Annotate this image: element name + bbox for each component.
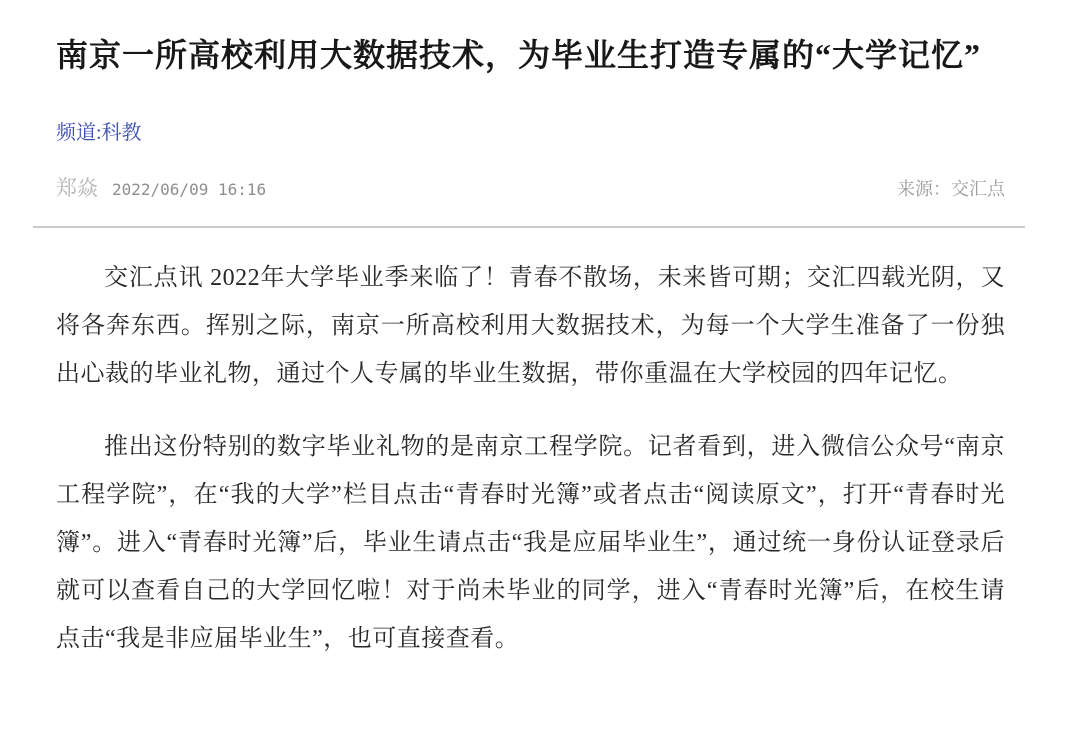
byline-author-date (56, 172, 266, 202)
header-divider (33, 226, 1025, 228)
article-paragraph: 推出这份特别的数字毕业礼物的是南京工程学院。记者看到，进入微信公众号“南京工程学院”，在“我的大学”栏目点击“青春时光簿”或者点击“阅读原文”，打开“青春时光簿”。进入“青春时光簿”后，毕业生请点击“我是应届毕业生”，通过统一身份认证登录后就可以查看自己的大学回忆啦！对于尚未毕业的同学，进入“青春时光簿”后，在校生请点击“我是非应届毕业生”，也可直接查看。 (56, 434, 1005, 652)
channel-link[interactable] (56, 122, 142, 144)
channel-name: 科教 (101, 122, 142, 144)
author-name: 郑焱 (56, 176, 98, 200)
byline-row (56, 172, 1005, 202)
article-content-container (33, 30, 1025, 202)
article-body (33, 254, 1025, 663)
publish-date: 2022/06/09 16:16 (112, 180, 267, 199)
article-paragraph: 交汇点讯 2022年大学毕业季来临了！青春不散场，未来皆可期；交汇四载光阴，又将各奔东西。挥别之际，南京一所高校利用大数据技术，为每一个大学生准备了一份独出心裁的毕业礼物，通过个人专属的毕业生数据，带你重温在大学校园的四年记忆。 (56, 265, 1005, 387)
page-title: 南京一所高校利用大数据技术，为毕业生打造专属的“大学记忆” (56, 37, 982, 73)
channel-row (56, 120, 1005, 146)
channel-label: 频道: (56, 122, 102, 144)
source-label: 来源：交汇点 (897, 179, 1005, 199)
